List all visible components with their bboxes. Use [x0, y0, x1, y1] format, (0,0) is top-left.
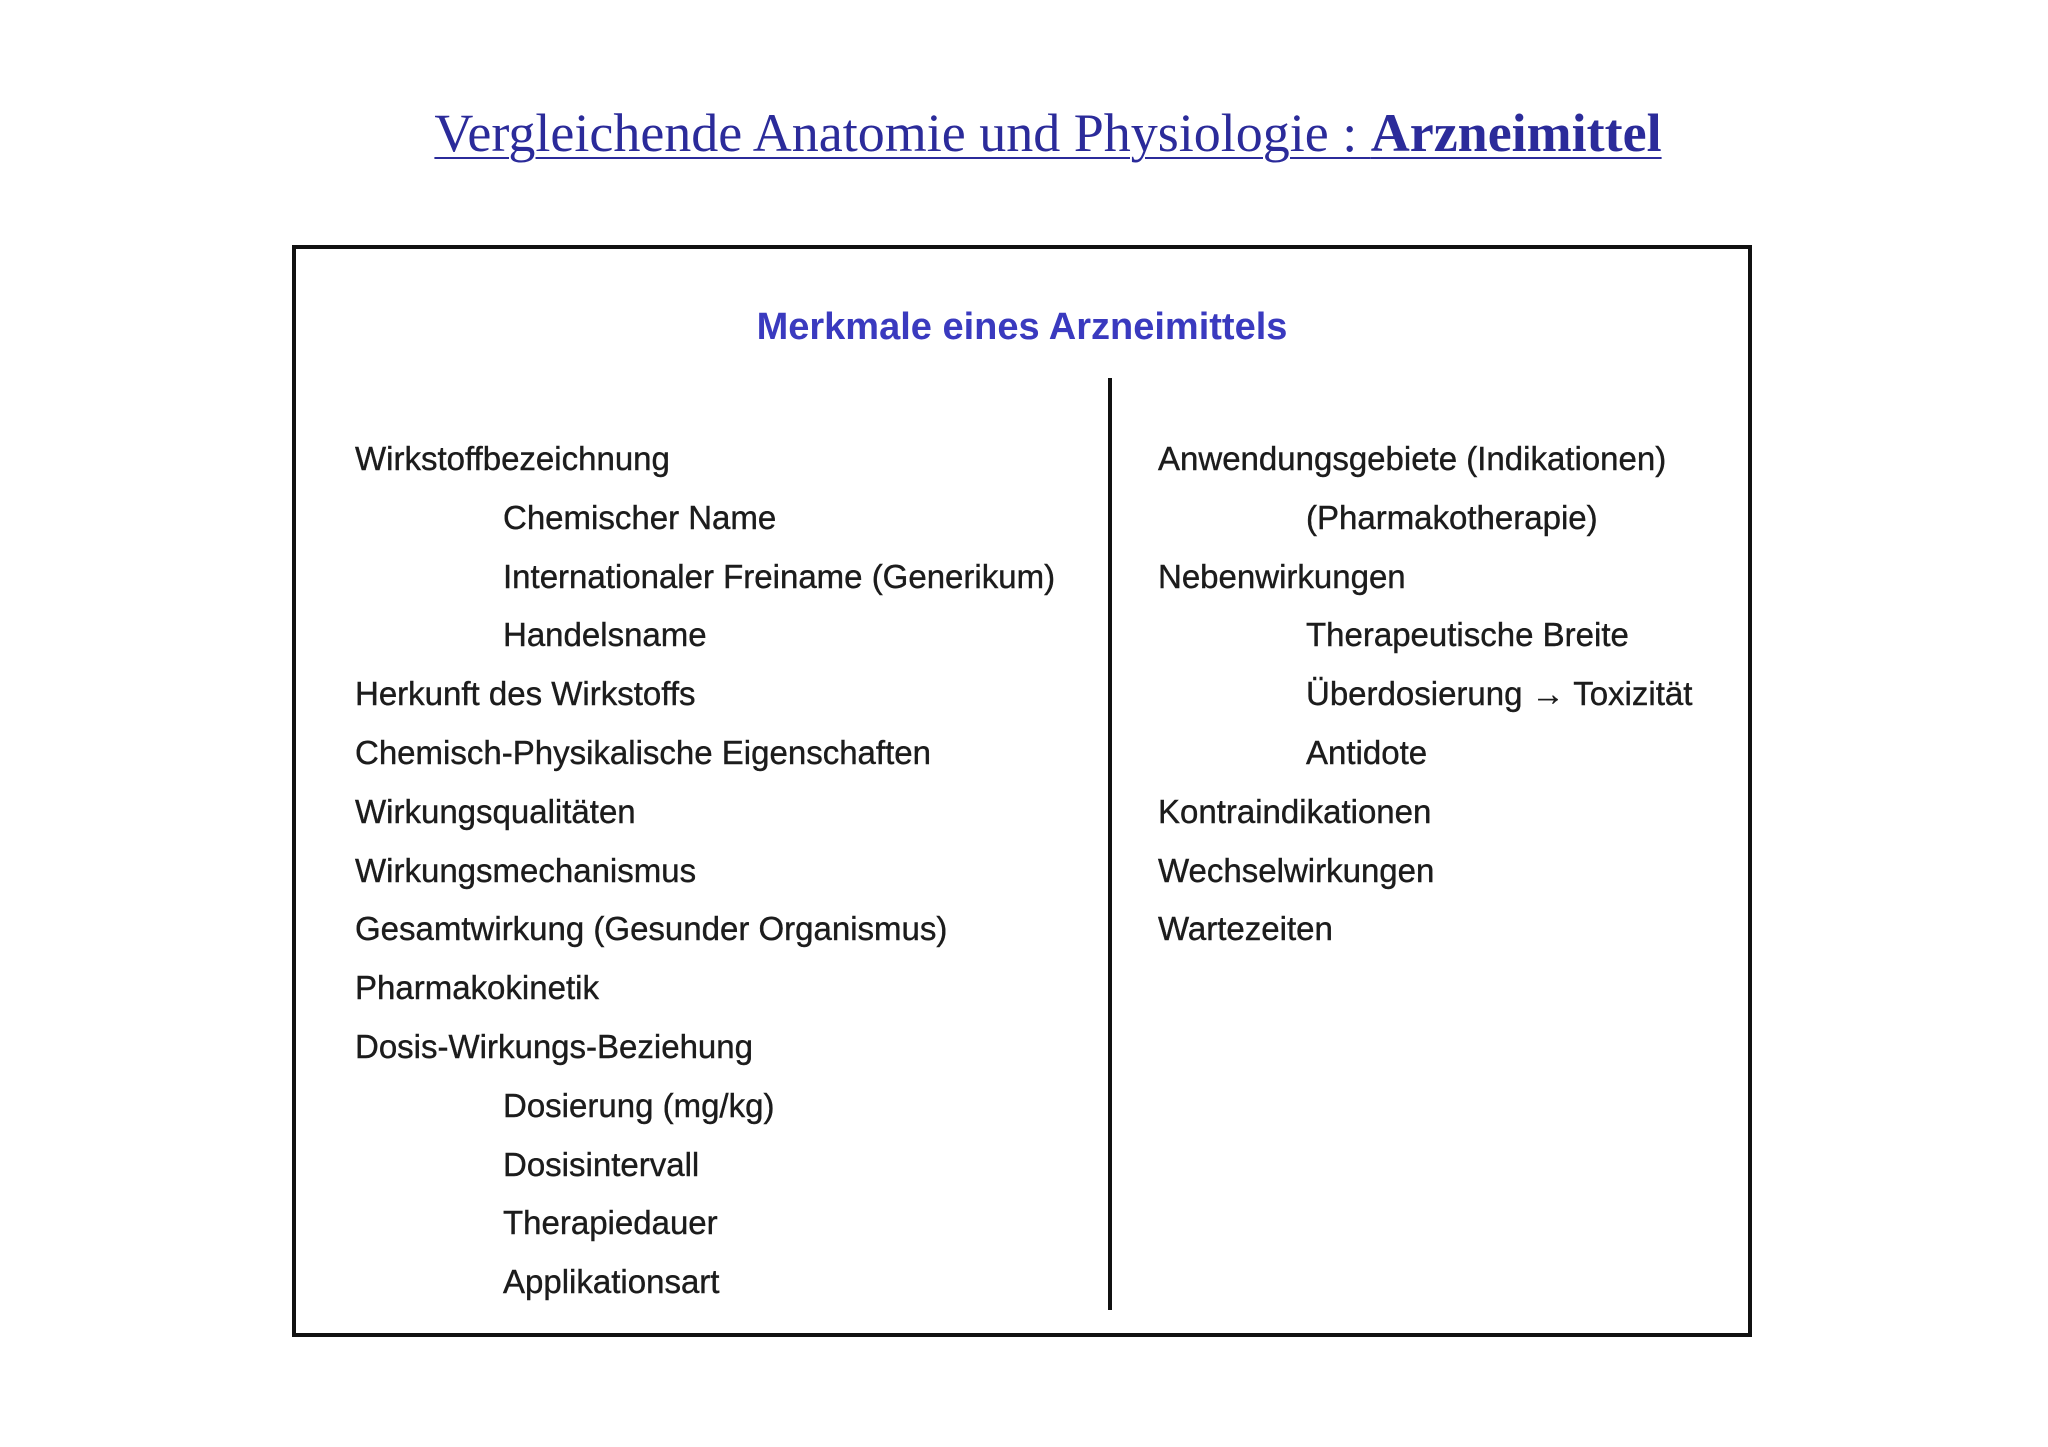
list-item: Dosis-Wirkungs-Beziehung	[355, 1027, 753, 1065]
list-item: Therapiedauer	[503, 1204, 718, 1242]
list-item: Dosierung (mg/kg)	[503, 1086, 775, 1124]
list-item: (Pharmakotherapie)	[1306, 498, 1598, 536]
list-item: Herkunft des Wirkstoffs	[355, 675, 696, 713]
list-item: Internationaler Freiname (Generikum)	[503, 557, 1056, 595]
list-item: Kontraindikationen	[1158, 792, 1432, 830]
list-item: Wirkungsqualitäten	[355, 792, 636, 830]
list-item: Chemischer Name	[503, 498, 777, 536]
list-item: Applikationsart	[503, 1263, 720, 1301]
list-item: Wechselwirkungen	[1158, 851, 1435, 889]
column-divider	[1108, 378, 1112, 1310]
list-item: Dosisintervall	[503, 1145, 700, 1183]
list-item: Chemisch-Physikalische Eigenschaften	[355, 733, 931, 771]
list-item: Anwendungsgebiete (Indikationen)	[1158, 440, 1667, 477]
list-item: Therapeutische Breite	[1306, 616, 1629, 654]
list-item: Wartezeiten	[1158, 910, 1333, 948]
list-item: Nebenwirkungen	[1158, 557, 1406, 595]
page-title	[0, 98, 2048, 168]
left-column-list	[355, 430, 1055, 1312]
page-title-text: Vergleichende Anatomie und Physiologie :	[434, 103, 1371, 163]
list-item: Antidote	[1306, 733, 1428, 771]
list-item: Gesamtwirkung (Gesunder Organismus)	[355, 910, 948, 948]
list-item: Pharmakokinetik	[355, 969, 599, 1007]
list-item: Wirkungsmechanismus	[355, 851, 697, 889]
page-title-emphasis: Arzneimittel	[1370, 103, 1662, 163]
list-item: Überdosierung → Toxizität	[1306, 675, 1693, 713]
box-title: Merkmale eines Arzneimittels	[756, 306, 1288, 348]
list-item: Handelsname	[503, 616, 707, 654]
list-item: Wirkstoffbezeichnung	[355, 440, 670, 477]
right-column-list	[1158, 430, 1692, 959]
